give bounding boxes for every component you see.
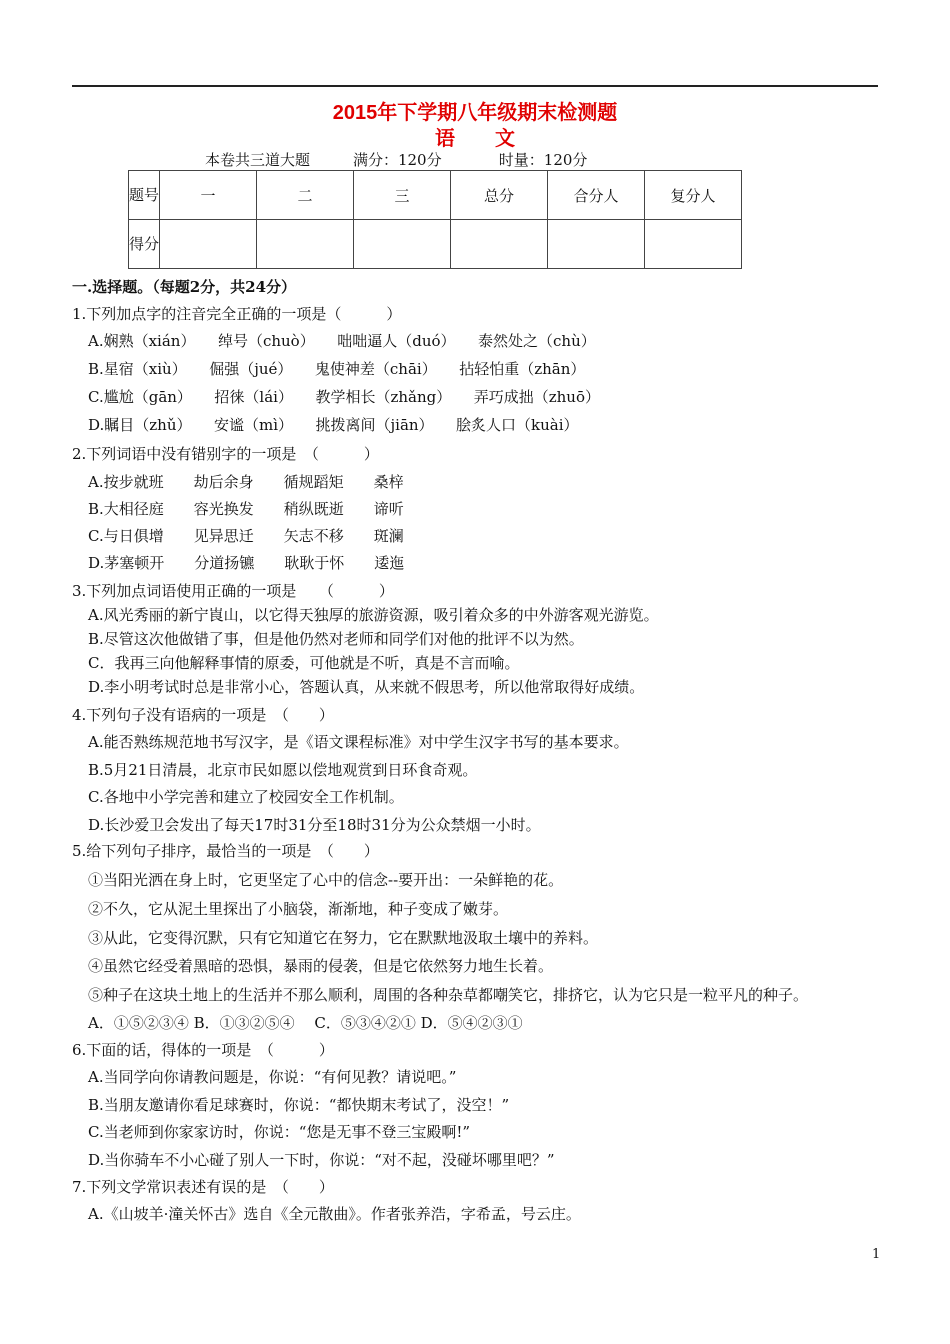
score-table-score-row: [129, 220, 742, 269]
score-cell[interactable]: [160, 220, 257, 269]
page-number: 1: [872, 1247, 881, 1262]
header-cell: 复分人: [645, 171, 742, 220]
question-7: 7.下列文学常识表述有误的是 （ ）: [72, 1178, 334, 1196]
header-cell: 二: [257, 171, 354, 220]
option-2c: C.与日俱增 见异思迁 矢志不移 斑澜: [88, 527, 404, 545]
option-2d: D.茅塞顿开 分道扬镳 耿耿于怀 逶迤: [88, 554, 405, 572]
options-5: A．①⑤②③④ B．①③②⑤④ C．⑤③④②① D．⑤④②③①: [88, 1014, 523, 1032]
option-1a: A.娴熟（xián） 绰号（chuò） 咄咄逼人（duó） 泰然处之（chù）: [88, 332, 596, 350]
header-cell: 总分: [451, 171, 548, 220]
option-6b: B.当朋友邀请你看足球赛时，你说：“都快期末考试了，没空！”: [88, 1096, 510, 1114]
score-table-header-row: [129, 171, 742, 220]
row-label-question: 题号: [129, 171, 160, 220]
option-6d: D.当你骑车不小心碰了别人一下时，你说：“对不起，没碰坏哪里吧？”: [88, 1151, 555, 1169]
option-3c: C．我再三向他解释事情的原委，可他就是不听，真是不言而喻。: [88, 654, 520, 672]
score-cell[interactable]: [354, 220, 451, 269]
section-heading: 一.选择题。（每题2分，共24分）: [72, 278, 297, 296]
question-2: 2.下列词语中没有错别字的一项是 （ ）: [72, 445, 379, 463]
exam-info: [205, 149, 587, 170]
info-parts: 本卷共三道大题: [205, 151, 311, 169]
info-score: 满分：120分: [352, 151, 442, 169]
option-6c: C.当老师到你家家访时，你说：“您是无事不登三宝殿啊!”: [88, 1123, 471, 1141]
sentence-4: ④虽然它经受着黑暗的恐惧，暴雨的侵袭，但是它依然努力地生长着。: [88, 957, 554, 975]
option-1c: C.尴尬（gān） 招徕（lái） 教学相长（zhǎng） 弄巧成拙（zhuō）: [88, 388, 600, 406]
header-cell: 合分人: [548, 171, 645, 220]
question-5: 5.给下列句子排序，最恰当的一项是 （ ）: [72, 842, 379, 860]
info-time: 时量：120分: [498, 151, 588, 169]
option-1d: D.瞩目（zhǔ） 安谧（mì） 挑拨离间（jiān） 脍炙人口（kuài）: [88, 416, 579, 434]
score-cell[interactable]: [257, 220, 354, 269]
question-3: 3.下列加点词语使用正确的一项是 （ ）: [72, 582, 394, 600]
option-3b: B.尽管这次他做错了事，但是他仍然对老师和同学们对他的批评不以为然。: [88, 630, 584, 648]
top-rule: [72, 85, 878, 87]
header-cell: 一: [160, 171, 257, 220]
option-1b: B.星宿（xiù） 倔强（jué） 鬼使神差（chāi） 拈轻怕重（zhān）: [88, 360, 586, 378]
score-cell[interactable]: [645, 220, 742, 269]
subject-title: 语文: [435, 126, 555, 150]
question-1: 1.下列加点字的注音完全正确的一项是（ ）: [72, 305, 402, 323]
score-table: [128, 170, 742, 269]
sentence-2: ②不久，它从泥土里探出了小脑袋，渐渐地，种子变成了嫩芽。: [88, 900, 509, 918]
sentence-1: ①当阳光洒在身上时，它更坚定了心中的信念--要开出：一朵鲜艳的花。: [88, 871, 564, 889]
option-2a: A.按步就班 劫后余身 循规蹈矩 桑梓: [88, 473, 404, 491]
exam-title: 2015年下学期八年级期末检测题: [332, 102, 618, 124]
sentence-3: ③从此，它变得沉默，只有它知道它在努力，它在默默地汲取土壤中的养料。: [88, 929, 599, 947]
sentence-5: ⑤种子在这块土地上的生活并不那么顺利，周围的各种杂草都嘲笑它，排挤它，认为它只是一粒平凡的种子。: [88, 986, 809, 1004]
option-4d: D.长沙爱卫会发出了每天17时31分至18时31分为公众禁烟一小时。: [88, 816, 541, 834]
option-7a: A.《山坡羊·潼关怀古》选自《全元散曲》。作者张养浩，字希孟，号云庄。: [88, 1205, 581, 1223]
question-6: 6.下面的话，得体的一项是 （ ）: [72, 1041, 334, 1059]
option-4b: B.5月21日清晨，北京市民如愿以偿地观赏到日环食奇观。: [88, 761, 478, 779]
question-4: 4.下列句子没有语病的一项是 （ ）: [72, 706, 334, 724]
header-cell: 三: [354, 171, 451, 220]
option-3d: D.李小明考试时总是非常小心，答题认真，从来就不假思考，所以他常取得好成绩。: [88, 678, 645, 696]
row-label-score: 得分: [129, 220, 160, 269]
option-3a: A.风光秀丽的新宁崀山，以它得天独厚的旅游资源，吸引着众多的中外游客观光游览。: [88, 606, 659, 624]
option-4a: A.能否熟练规范地书写汉字，是《语文课程标准》对中学生汉字书写的基本要求。: [88, 733, 629, 751]
option-4c: C.各地中小学完善和建立了校园安全工作机制。: [88, 788, 404, 806]
option-2b: B.大相径庭 容光换发 稍纵既逝 谛听: [88, 500, 404, 518]
score-cell[interactable]: [548, 220, 645, 269]
option-6a: A.当同学向你请教问题是，你说：“有何见教？请说吧。”: [88, 1068, 457, 1086]
score-cell[interactable]: [451, 220, 548, 269]
